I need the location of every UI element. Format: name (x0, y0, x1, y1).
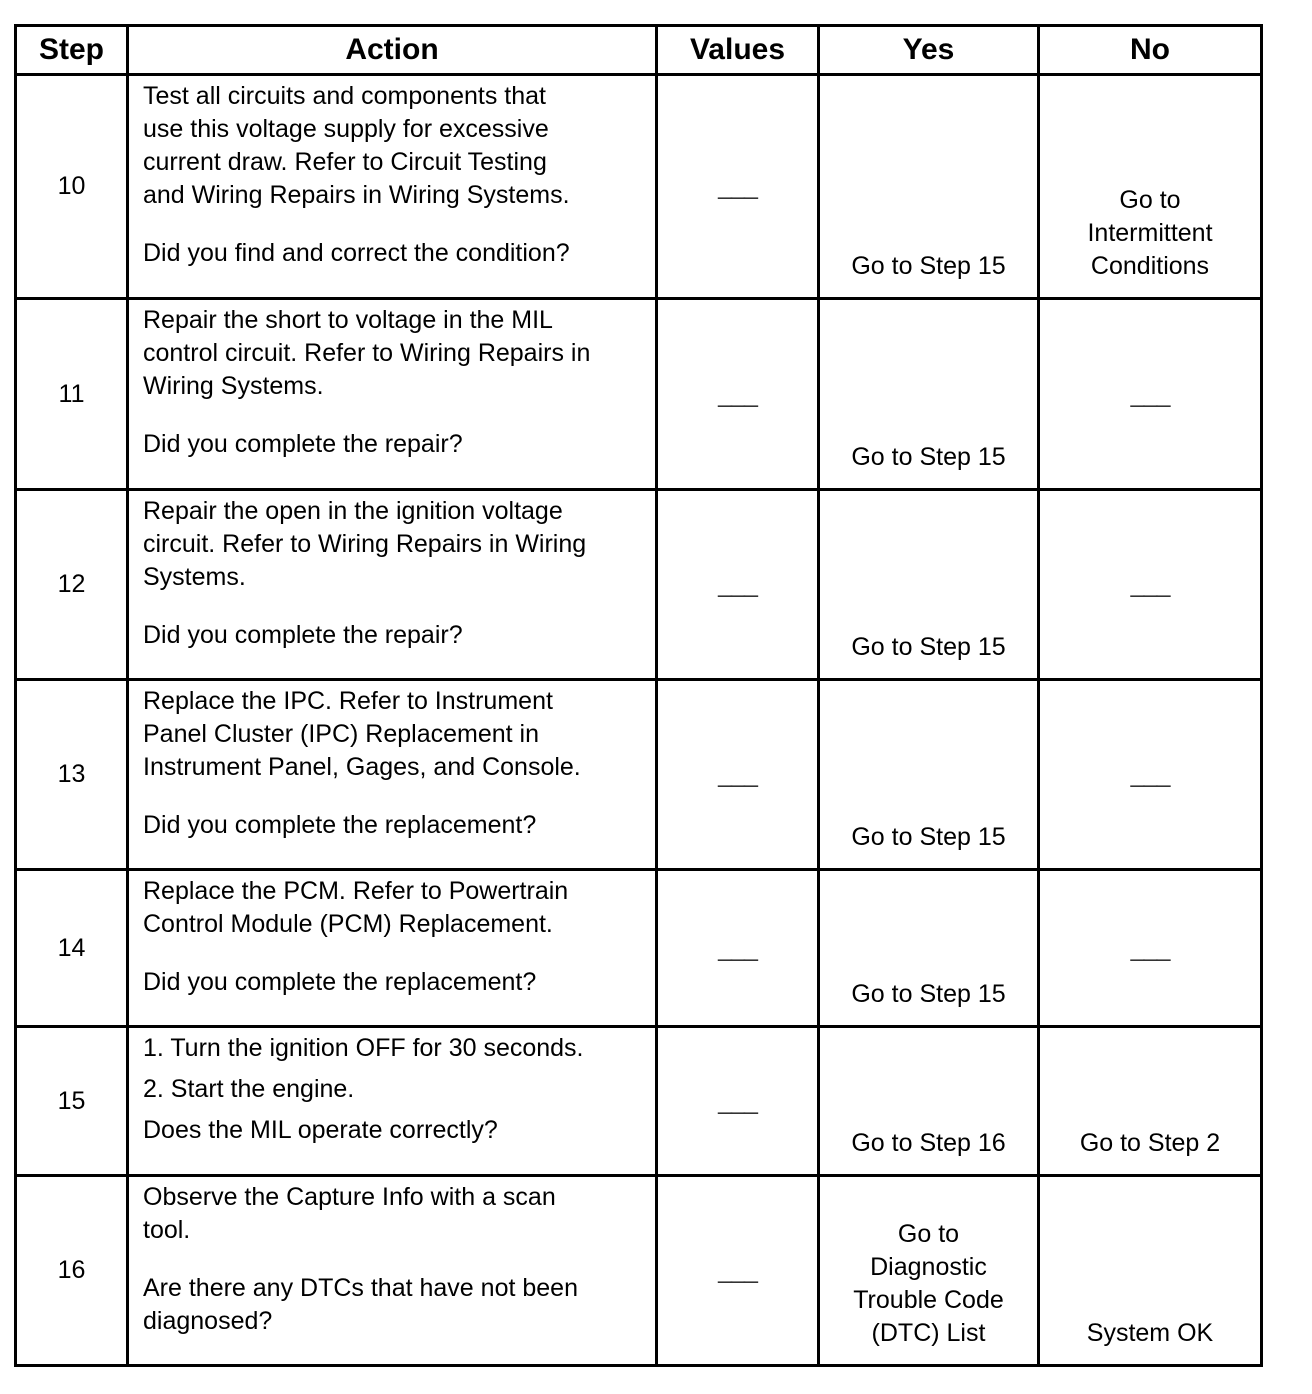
values-cell (657, 299, 819, 490)
no-text: ___ (1130, 379, 1170, 408)
values-text: ___ (718, 760, 757, 788)
yes-cell: Go to Step 15 (819, 75, 1039, 299)
action-line: control circuit. Refer to Wiring Repairs in (143, 339, 591, 367)
yes-line: (DTC) List (871, 1319, 986, 1347)
no-line: Go to (1119, 186, 1181, 214)
action-question: Did you find and correct the condition? (143, 239, 570, 267)
table-row (16, 490, 1262, 680)
action-line: Repair the open in the ignition voltage (143, 497, 563, 525)
action-line: circuit. Refer to Wiring Repairs in Wiring (143, 530, 587, 558)
action-question: Did you complete the repair? (143, 621, 463, 649)
header-row (16, 26, 1262, 75)
table-row (16, 870, 1262, 1027)
action-line: Repair the short to voltage in the MIL (143, 306, 553, 334)
step-number: 11 (16, 299, 128, 490)
values-text: ___ (718, 1086, 757, 1115)
no-cell: System OK (1039, 1176, 1262, 1366)
step-number: 15 (16, 1027, 128, 1176)
yes-line: Trouble Code (853, 1286, 1004, 1314)
action-cell (128, 1176, 657, 1366)
action-question: diagnosed? (143, 1307, 273, 1335)
no-cell (1039, 490, 1262, 680)
values-cell (657, 680, 819, 870)
header-no: No (1039, 26, 1262, 75)
table-row (16, 299, 1262, 490)
no-cell (1039, 299, 1262, 490)
action-line: current draw. Refer to Circuit Testing (143, 148, 547, 176)
action-line: Replace the PCM. Refer to Powertrain (143, 877, 569, 905)
values-cell (657, 1027, 819, 1176)
yes-cell: Go to Step 16 (819, 1027, 1039, 1176)
action-line: Panel Cluster (IPC) Replacement in (143, 720, 539, 748)
table-row (16, 1176, 1262, 1366)
yes-cell (819, 1176, 1039, 1366)
step-number: 14 (16, 870, 128, 1027)
values-text: ___ (718, 570, 757, 598)
header-values: Values (657, 26, 819, 75)
no-text: ___ (1130, 760, 1170, 788)
no-text: ___ (1130, 933, 1170, 962)
action-cell (128, 1027, 657, 1176)
action-cell (128, 75, 657, 299)
no-cell (1039, 680, 1262, 870)
action-line: Control Module (PCM) Replacement. (143, 910, 553, 938)
values-cell (657, 490, 819, 680)
no-text: ___ (1130, 570, 1170, 598)
yes-cell: Go to Step 15 (819, 680, 1039, 870)
action-line: 1. Turn the ignition OFF for 30 seconds. (143, 1034, 584, 1062)
values-text: ___ (718, 1256, 757, 1284)
action-line: Test all circuits and components that (143, 82, 546, 110)
step-number: 16 (16, 1176, 128, 1366)
table-row (16, 75, 1262, 299)
action-line: tool. (143, 1216, 191, 1244)
yes-line: Go to (897, 1220, 960, 1248)
action-cell (128, 490, 657, 680)
action-question: Did you complete the repair? (143, 430, 463, 458)
action-cell (128, 680, 657, 870)
values-text: ___ (718, 172, 757, 200)
diagnostic-table (14, 24, 1263, 1367)
header-step: Step (16, 26, 128, 75)
action-line: Replace the IPC. Refer to Instrument (143, 687, 553, 715)
no-line: Intermittent (1087, 219, 1213, 247)
action-line: use this voltage supply for excessive (143, 115, 549, 143)
action-question: Does the MIL operate correctly? (143, 1116, 498, 1144)
yes-cell: Go to Step 15 (819, 299, 1039, 490)
action-cell (128, 299, 657, 490)
no-cell (1039, 870, 1262, 1027)
action-line: Instrument Panel, Gages, and Console. (143, 753, 581, 781)
action-cell (128, 870, 657, 1027)
no-cell (1039, 75, 1262, 299)
values-cell (657, 1176, 819, 1366)
action-question: Did you complete the replacement? (143, 811, 537, 839)
values-text: ___ (718, 933, 757, 962)
step-number: 13 (16, 680, 128, 870)
header-action: Action (128, 26, 657, 75)
action-line: 2. Start the engine. (143, 1075, 355, 1103)
values-text: ___ (718, 379, 757, 408)
header-yes: Yes (819, 26, 1039, 75)
action-line: Systems. (143, 563, 246, 591)
no-line: Conditions (1090, 252, 1210, 280)
step-number: 10 (16, 75, 128, 299)
no-cell: Go to Step 2 (1039, 1027, 1262, 1176)
yes-line: Diagnostic (870, 1253, 987, 1281)
action-line: Wiring Systems. (143, 372, 324, 400)
action-line: and Wiring Repairs in Wiring Systems. (143, 181, 570, 209)
values-cell (657, 75, 819, 299)
action-line: Observe the Capture Info with a scan (143, 1183, 556, 1211)
values-cell (657, 870, 819, 1027)
yes-cell: Go to Step 15 (819, 490, 1039, 680)
table-row (16, 680, 1262, 870)
action-question: Did you complete the replacement? (143, 968, 537, 996)
action-question: Are there any DTCs that have not been (143, 1274, 578, 1302)
table-row (16, 1027, 1262, 1176)
step-number: 12 (16, 490, 128, 680)
yes-cell: Go to Step 15 (819, 870, 1039, 1027)
